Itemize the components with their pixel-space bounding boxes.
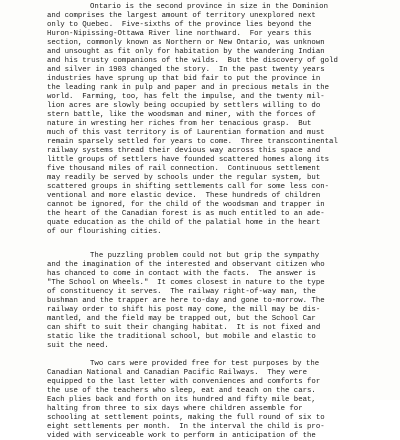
- text-line: vided with serviceable work to perform in anticipation of the: [47, 432, 316, 440]
- text-line: of constituency it serves. The railway right-of-way man, the: [47, 288, 316, 296]
- text-line: and his trusty companions of the wilds. But the discovery of gold: [47, 57, 338, 65]
- text-line: eight settlements per month. In the interval the child is pro-: [47, 423, 325, 431]
- text-line: nature in wresting her riches from her tenacious grasp. But: [47, 120, 312, 128]
- text-line: only to Quebec. Five-sixths of the province lies beyond the: [47, 21, 312, 29]
- text-line: bushman and the trapper are here to-day and gone to-morrow. The: [47, 297, 325, 305]
- text-line: railway systems thread their devious way across this space and: [47, 147, 321, 155]
- text-line: cannot be ignored, for the child of the woodsman and trapper in: [47, 201, 325, 209]
- text-line: the use of the teachers who sleep, eat and teach on the cars.: [47, 387, 316, 395]
- text-line: quate education as the child of the palatial home in the heart: [47, 219, 321, 227]
- text-line: and comprises the largest amount of territory unexplored next: [47, 12, 316, 20]
- text-line: five thousand miles of rail connection. Continuous settlement: [47, 165, 321, 173]
- text-line: Each plies back and forth on its hundred and fifty mile beat,: [47, 396, 316, 404]
- text-line: scattered groups in shifting settlements call for some less con-: [47, 183, 330, 191]
- text-line: remain sparsely settled for years to come. Three transcontinental: [47, 138, 338, 146]
- text-line: equipped to the last letter with conveniences and comforts for: [47, 378, 321, 386]
- text-line: suit the need.: [47, 342, 109, 350]
- text-line: mantled, and the field may be trapped out, but the School Car: [47, 315, 316, 323]
- text-line: schooling at settlement points, making the full round of six to: [47, 414, 325, 422]
- text-line: and the imagination of the interested and observant citizen who: [47, 261, 325, 269]
- text-line: the leading rank in pulp and paper and in precious metals in the: [47, 84, 330, 92]
- text-line: lion acres are slowly being occupied by settlers willing to do: [47, 102, 321, 110]
- text-line: and silver in 1903 changed the story. In the past twenty years: [47, 66, 325, 74]
- text-line: halting from three to six days where children assemble for: [47, 405, 303, 413]
- text-line: of our flourishing cities.: [47, 228, 162, 236]
- text-line: industries have sprung up that bid fair to put the province in: [47, 75, 321, 83]
- text-line: railway order to shift his post may come, the mill may be dis-: [47, 306, 321, 314]
- text-line: little groups of settlers have founded scattered homes along its: [47, 156, 330, 164]
- text-line: Canadian National and Canadian Pacific Railways. They were: [47, 369, 308, 377]
- text-line: "The School on Wheels." It comes closest in nature to the type: [47, 279, 325, 287]
- text-line: Ontario is the second province in size in the Dominion: [90, 3, 328, 11]
- text-line: has chanced to come in contact with the facts. The answer is: [47, 270, 316, 278]
- text-line: much of this vast territory is of Laurentian formation and must: [47, 129, 325, 137]
- text-line: static like the traditional school, but mobile and elastic to: [47, 333, 316, 341]
- text-line: the heart of the Canadian forest is as much entitled to an ade-: [47, 210, 325, 218]
- text-line: Two cars were provided free for test purposes by the: [90, 360, 320, 368]
- text-line: stern battle, like the woodsman and miner, with the forces of: [47, 111, 316, 119]
- text-line: world. Farming, too, has felt the impulse, and the twenty mil-: [47, 93, 325, 101]
- text-line: Huron-Nipissing-Ottawa River line northward. For years this: [47, 30, 312, 38]
- text-line: and unsought as fit only for habitation by the wandering Indian: [47, 48, 325, 56]
- text-line: The puzzling problem could not but grip the sympathy: [90, 252, 320, 260]
- text-line: may readily be served by schools under the regular system, but: [47, 174, 321, 182]
- text-line: ventional and more elastic device. These hundreds of children: [47, 192, 321, 200]
- text-line: section, commonly known as Northern or New Ontario, was unknown: [47, 39, 325, 47]
- text-line: can shift to suit their changing habitat. It is not fixed and: [47, 324, 321, 332]
